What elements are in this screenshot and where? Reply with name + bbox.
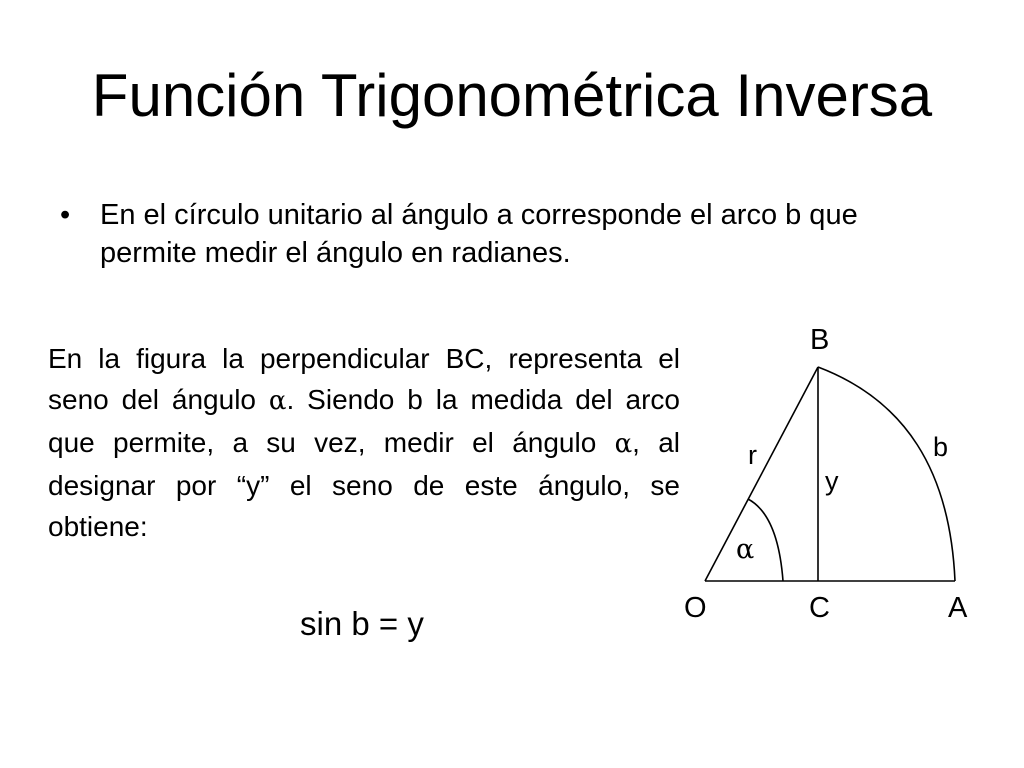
formula: sin b = y xyxy=(300,605,424,642)
label-point-b: B xyxy=(810,324,830,356)
label-angle-alpha: α xyxy=(736,534,755,565)
segment-ob-radius xyxy=(705,367,818,581)
label-point-o: O xyxy=(684,592,707,624)
bullet-text: En el círculo unitario al ángulo a corresponde el arco b que permite medir el ángulo en radianes. xyxy=(100,199,858,269)
label-point-c: C xyxy=(809,592,830,624)
label-sine-y: y xyxy=(825,466,839,496)
paragraph-text-1: En la figura la perpendicular BC, representa el seno del ángulo xyxy=(48,343,680,415)
paragraph-text-3: , al designar por “y” el seno de este ángulo, se obtiene: xyxy=(48,427,681,542)
alpha-symbol-2: α xyxy=(614,429,633,459)
unit-circle-diagram xyxy=(670,310,990,640)
arc-b xyxy=(818,367,955,581)
paragraph-text-2: . Siendo b la medida del arco que permite, a su vez, medir el ángulo xyxy=(48,384,680,458)
bullet-item xyxy=(60,196,940,272)
label-radius-r: r xyxy=(748,440,757,470)
explanation-paragraph xyxy=(48,338,680,547)
label-point-a: A xyxy=(948,592,968,624)
bullet-symbol: • xyxy=(60,199,71,231)
alpha-symbol-1: α xyxy=(268,386,287,416)
label-arc-b: b xyxy=(933,432,949,462)
slide-title: Función Trigonométrica Inversa xyxy=(91,62,933,129)
